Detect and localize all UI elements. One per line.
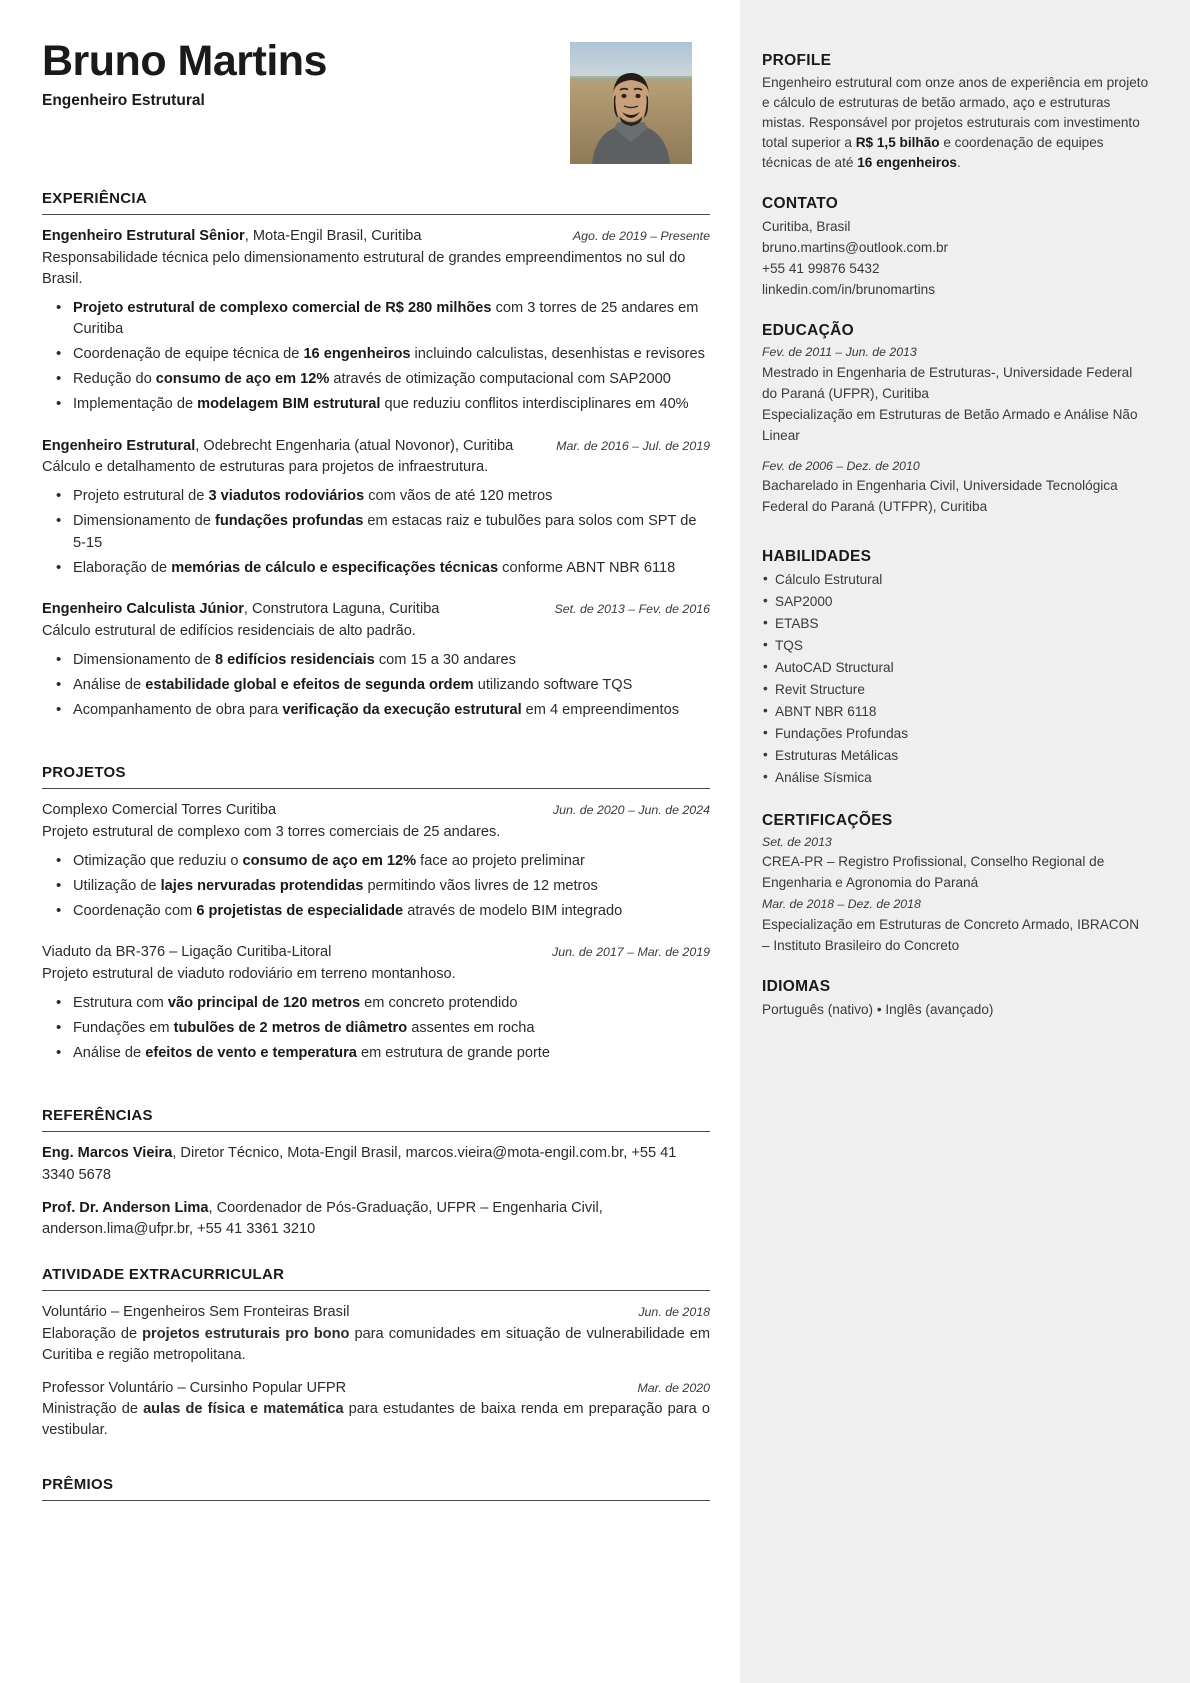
skill-item: • ETABS [762, 613, 1150, 635]
spacer [42, 1441, 710, 1450]
bullet-text-pre: Implementação de [73, 396, 198, 413]
experience-entry [42, 436, 710, 596]
sidebar-heading-skills: HABILIDADES [762, 548, 872, 566]
entry-header [42, 599, 710, 620]
extracurricular-entry [42, 1302, 710, 1375]
extracurricular-title: Professor Voluntário – Cursinho Popular UFPR [42, 1379, 347, 1396]
bullet-text-rest: em 4 empreendimentos [521, 701, 679, 718]
education-date: Fev. de 2006 – Dez. de 2010 [762, 458, 920, 473]
profile-text [762, 73, 1150, 173]
bullet-text-rest: que reduziu conflitos interdisciplinares em 40% [380, 396, 689, 413]
bullet-item [42, 700, 710, 721]
page-title: Bruno Martins [42, 37, 327, 85]
bullet-text-bold: modelagem BIM estrutural [197, 396, 381, 413]
bullet-text-rest: permitindo vãos livres de 12 metros [363, 877, 598, 894]
project-entry [42, 800, 710, 939]
profile-text-mid: e coordenação de equipes técnicas de até [762, 134, 1104, 170]
bullet-text-pre: Fundações em [73, 1020, 174, 1037]
entry-date: Jun. de 2018 [638, 1305, 710, 1320]
bullet-text-bold: 16 engenheiros [303, 346, 411, 363]
bullet-item [42, 486, 710, 507]
bullet-text-rest: em estacas raiz e tubulões para solos com SPT de 5-15 [73, 513, 697, 551]
bullet-text-rest: com 15 a 30 andares [374, 651, 516, 668]
certification-text: Especialização em Estruturas de Concreto Armado, IBRACON – Instituto Brasileiro do Concreto [762, 916, 1140, 953]
profile-text-pre: Engenheiro estrutural com onze anos de experiência em projeto e cálculo de estruturas de betão armado, aço e estruturas mistas. Responsável por projetos estruturais com investimento total superior a [762, 75, 1149, 150]
reference-item [42, 1143, 710, 1185]
skills-list [762, 569, 1150, 789]
section-heading-extracurricular: ATIVIDADE EXTRACURRICULAR [42, 1266, 285, 1284]
bullet-text-bold: 3 viadutos rodoviários [208, 488, 365, 505]
extracurricular-title: Voluntário – Engenheiros Sem Fronteiras Brasil [42, 1304, 350, 1321]
entry-date: Jun. de 2017 – Mar. de 2019 [552, 945, 710, 960]
bullet-item [42, 344, 710, 365]
bullet-text-pre: Análise de [73, 676, 146, 693]
bullet-text-bold: tubulões de 2 metros de diâmetro [173, 1020, 408, 1037]
education-entry [762, 457, 1150, 527]
skill-item: • Cálculo Estrutural [762, 569, 1150, 591]
profile-bold-engineers: 16 engenheiros [857, 154, 957, 170]
bullet-text-rest: assentes em rocha [407, 1020, 535, 1037]
certification-text: CREA-PR – Registro Profissional, Conselho Regional de Engenharia e Agronomia do Paraná [762, 853, 1105, 890]
bullet-item [42, 394, 710, 415]
entry-header [42, 1302, 710, 1323]
entry-description [42, 1324, 710, 1366]
bullet-text-bold: 8 edifícios residenciais [214, 651, 375, 668]
entry-date: Mar. de 2016 – Jul. de 2019 [556, 438, 710, 453]
bullet-item [42, 298, 710, 340]
certification-date: Set. de 2013 [762, 834, 832, 849]
skill-item: • Análise Sísmica [762, 767, 1150, 789]
experience-list [42, 226, 710, 738]
bullet-text-pre: Dimensionamento de [73, 513, 215, 530]
certification-entry [762, 895, 1150, 956]
reference-details: , Coordenador de Pós-Graduação, UFPR – Engenharia Civil, anderson.lima@ufpr.br, +55 41 3361 3210 [42, 1199, 603, 1237]
bullet-text-pre: Elaboração de [73, 559, 172, 576]
sidebar-heading-profile: PROFILE [762, 52, 832, 69]
spacer [42, 1366, 710, 1375]
references-list [42, 1143, 710, 1240]
entry-company: , Odebrecht Engenharia (atual Novonor), Curitiba [195, 437, 514, 454]
bullet-text-bold: vão principal de 120 metros [167, 994, 361, 1011]
education-entry [762, 343, 1150, 455]
entry-company: , Construtora Laguna, Curitiba [243, 600, 440, 617]
entry-role-bold: Engenheiro Estrutural Sênior [42, 228, 245, 244]
section-heading-projects: PROJETOS [42, 764, 126, 782]
spacer [42, 1068, 710, 1081]
certification-date: Mar. de 2018 – Dez. de 2018 [762, 897, 921, 912]
bullet-text-pre: Acompanhamento de obra para [73, 701, 283, 718]
spacer [42, 725, 710, 738]
entry-bullets [42, 993, 710, 1064]
section-rule [42, 1290, 710, 1291]
bullet-text-bold: consumo de aço em 12% [242, 852, 417, 869]
experience-entry [42, 599, 710, 738]
bullet-item [42, 851, 710, 872]
skill-item: • ABNT NBR 6118 [762, 701, 1150, 723]
bullet-text-pre: Coordenação com [73, 903, 197, 920]
education-date: Fev. de 2011 – Jun. de 2013 [762, 345, 917, 360]
section-rule [42, 788, 710, 789]
entry-company: , Mota-Engil Brasil, Curitiba [244, 228, 422, 244]
bullet-text-bold: Projeto estrutural de complexo comercial de R$ 280 milhões [73, 299, 492, 316]
bullet-text-pre: Redução do [73, 371, 156, 388]
bullet-item [42, 369, 710, 390]
section-rule [42, 1500, 710, 1501]
bullet-item [42, 1043, 710, 1064]
entry-bullets [42, 298, 710, 416]
entry-header [42, 942, 710, 963]
skill-item: • SAP2000 [762, 591, 1150, 613]
bullet-text-pre: Dimensionamento de [73, 651, 215, 668]
bullet-text-rest: através de otimização computacional com SAP2000 [329, 371, 671, 388]
sidebar-column [740, 0, 1190, 1683]
languages-text: Português (nativo) • Inglês (avançado) [762, 1001, 994, 1017]
bullet-text-bold: consumo de aço em 12% [155, 371, 330, 388]
contact-line: bruno.martins@outlook.com.br [762, 239, 949, 255]
entry-description: Projeto estrutural de complexo com 3 torres comerciais de 25 andares. [42, 823, 501, 840]
bullet-item [42, 511, 710, 553]
entry-role [42, 226, 559, 247]
skill-item: • Fundações Profundas [762, 723, 1150, 745]
entry-bullets [42, 650, 710, 721]
certification-entry [762, 833, 1150, 894]
bullet-text-bold: memórias de cálculo e especificações técnicas [171, 559, 499, 576]
reference-name: Prof. Dr. Anderson Lima [42, 1199, 209, 1216]
project-entry [42, 942, 710, 1081]
sidebar-heading-education: EDUCAÇÃO [762, 322, 854, 340]
bullet-text-rest: com 3 torres de 25 andares em Curitiba [73, 299, 699, 337]
entry-bullets [42, 486, 710, 579]
desc-bold: aulas de física e matemática [143, 1401, 344, 1418]
education-list [762, 343, 1150, 526]
skill-item: • Revit Structure [762, 679, 1150, 701]
spacer [762, 446, 1150, 455]
skill-item: • Estruturas Metálicas [762, 745, 1150, 767]
desc-bold: projetos estruturais pro bono [142, 1325, 350, 1342]
entry-header [42, 436, 710, 457]
bullet-text-rest: incluindo calculistas, desenhistas e revisores [410, 346, 705, 363]
bullet-text-bold: estabilidade global e efeitos de segunda ordem [145, 676, 474, 693]
education-detail: Especialização em Estruturas de Betão Armado e Análise Não Linear [762, 406, 1138, 443]
entry-header [42, 800, 710, 821]
bullet-item [42, 901, 710, 922]
reference-name: Eng. Marcos Vieira [42, 1145, 173, 1162]
entry-date: Mar. de 2020 [637, 1380, 710, 1395]
spacer [42, 926, 710, 939]
bullet-text-bold: lajes nervuradas protendidas [160, 877, 364, 894]
sidebar-heading-certifications: CERTIFICAÇÕES [762, 811, 893, 829]
reference-details: , Diretor Técnico, Mota-Engil Brasil, marcos.vieira@mota-engil.com.br, +55 41 3340 5678 [42, 1145, 677, 1183]
reference-item [42, 1198, 710, 1240]
entry-date: Ago. de 2019 – Presente [572, 229, 710, 243]
skill-item: • TQS [762, 635, 1150, 657]
bullet-text-pre: Otimização que reduziu o [73, 852, 243, 869]
bullet-text-bold: verificação da execução estrutural [282, 701, 522, 718]
education-degree: Bacharelado in Engenharia Civil, Universidade Tecnológica Federal do Paraná (UTFPR), Curitiba [762, 478, 1118, 515]
bullet-text-bold: fundações profundas [214, 513, 364, 530]
contact-list [762, 216, 1150, 300]
desc-rest: para comunidades em situação de vulnerabilidade em Curitiba e região metropolitana. [42, 1325, 710, 1363]
bullet-text-rest: face ao projeto preliminar [416, 852, 585, 869]
job-title: Engenheiro Estrutural [42, 92, 205, 109]
bullet-text-bold: efeitos de vento e temperatura [145, 1045, 357, 1062]
section-rule [42, 1131, 710, 1132]
section-heading-awards: PRÊMIOS [42, 1476, 114, 1494]
spacer [762, 517, 1150, 526]
bullet-item [42, 675, 710, 696]
entry-role-bold: Engenheiro Estrutural [42, 437, 196, 454]
bullet-text-rest: com vãos de até 120 metros [364, 488, 553, 505]
bullet-text-pre: Análise de [73, 1045, 146, 1062]
section-heading-experience: EXPERIÊNCIA [42, 190, 147, 207]
entry-date: Jun. de 2020 – Jun. de 2024 [552, 803, 710, 818]
project-title: Viaduto da BR-376 – Ligação Curitiba-Litoral [42, 944, 332, 961]
contact-line: +55 41 99876 5432 [762, 260, 880, 276]
bullet-item [42, 650, 710, 671]
entry-description [42, 1399, 710, 1441]
entry-description: Cálculo e detalhamento de estruturas para projetos de infraestrutura. [42, 459, 489, 476]
entry-role [42, 599, 541, 620]
entry-header [42, 1378, 710, 1399]
entry-date: Set. de 2013 – Fev. de 2016 [554, 601, 710, 616]
entry-description: Responsabilidade técnica pelo dimensionamento estrutural de grandes empreendimentos no sul do Brasil. [42, 249, 686, 287]
profile-photo-image [570, 42, 692, 164]
profile-text-post: . [956, 154, 961, 170]
entry-description: Cálculo estrutural de edifícios residenciais de alto padrão. [42, 622, 416, 639]
extracurricular-list [42, 1302, 710, 1450]
contact-line: Curitiba, Brasil [762, 218, 851, 234]
section-heading-references: REFERÊNCIAS [42, 1107, 153, 1125]
entry-description: Projeto estrutural de viaduto rodoviário em terreno montanhoso. [42, 965, 456, 982]
extracurricular-entry [42, 1378, 710, 1451]
sidebar-heading-contact: CONTATO [762, 194, 839, 212]
bullet-text-rest: utilizando software TQS [473, 676, 633, 693]
profile-bold-investment: R$ 1,5 bilhão [855, 134, 940, 150]
bullet-text-pre: Utilização de [73, 877, 161, 894]
education-degree: Mestrado in Engenharia de Estruturas-, Universidade Federal do Paraná (UFPR), Curitiba [762, 364, 1133, 401]
section-rule [42, 214, 710, 215]
bullet-text-pre: Projeto estrutural de [73, 488, 209, 505]
project-title: Complexo Comercial Torres Curitiba [42, 802, 277, 819]
experience-entry [42, 226, 710, 433]
desc-pre: Ministração de [42, 1401, 144, 1418]
bullet-text-bold: 6 projetistas de especialidade [196, 903, 404, 920]
resume-header [42, 37, 710, 164]
entry-role-bold: Engenheiro Calculista Júnior [42, 600, 244, 617]
bullet-text-rest: conforme ABNT NBR 6118 [498, 559, 676, 576]
desc-rest: para estudantes de baixa renda em preparação para o vestibular. [42, 1401, 710, 1439]
bullet-item [42, 558, 710, 579]
bullet-text-rest: através de modelo BIM integrado [403, 903, 623, 920]
spacer [42, 583, 710, 596]
spacer [42, 420, 710, 433]
bullet-text-pre: Coordenação de equipe técnica de [73, 346, 304, 363]
identity-block [42, 37, 327, 110]
bullet-item [42, 993, 710, 1014]
skill-item: • AutoCAD Structural [762, 657, 1150, 679]
entry-header [42, 226, 710, 247]
bullet-item [42, 876, 710, 897]
desc-pre: Elaboração de [42, 1325, 143, 1342]
bullet-text-rest: em estrutura de grande porte [356, 1045, 550, 1062]
profile-photo [570, 42, 692, 164]
entry-bullets [42, 851, 710, 922]
bullet-text-rest: em concreto protendido [360, 994, 518, 1011]
projects-list [42, 800, 710, 1081]
certifications-list [762, 833, 1150, 956]
bullet-item [42, 1018, 710, 1039]
sidebar-heading-languages: IDIOMAS [762, 977, 831, 995]
contact-line: linkedin.com/in/brunomartins [762, 282, 936, 298]
bullet-text-pre: Estrutura com [73, 994, 168, 1011]
entry-role [42, 436, 542, 457]
